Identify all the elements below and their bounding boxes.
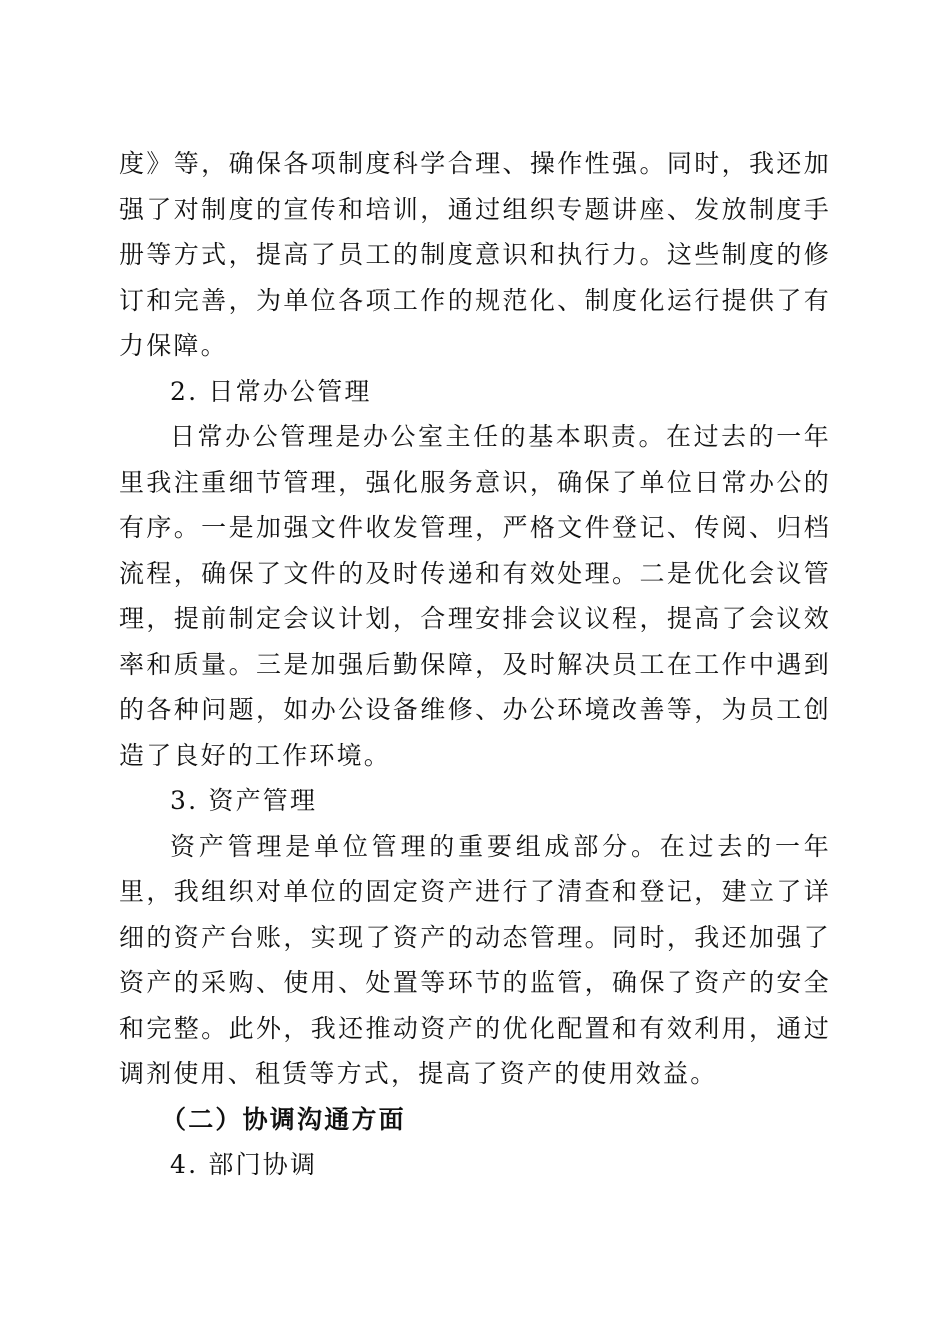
paragraph-asset-management: 资产管理是单位管理的重要组成部分。在过去的一年里，我组织对单位的固定资产进行了清查和登记，建立了详细的资产台账，实现了资产的动态管理。同时，我还加强了资产的采购、使用、处置等环节的监管，确保了资产的安全和完整。此外，我还推动资产的优化配置和有效利用，通过调剂使用、租赁等方式，提高了资产的使用效益。 bbox=[119, 831, 831, 1088]
paragraph-system-revision: 度》等，确保各项制度科学合理、操作性强。同时，我还加强了对制度的宣传和培训，通过组织专题讲座、发放制度手册等方式，提高了员工的制度意识和执行力。这些制度的修订和完善，为单位各项工作的规范化、制度化运行提供了有力保障。 bbox=[119, 149, 831, 360]
heading-asset-management: 3. 资产管理 bbox=[170, 786, 318, 815]
heading-daily-office-management: 2. 日常办公管理 bbox=[170, 376, 372, 406]
document-body bbox=[119, 141, 831, 1188]
heading-department-coordination: 4. 部门协调 bbox=[170, 1150, 318, 1179]
section-heading-coordination: （二）协调沟通方面 bbox=[161, 1104, 406, 1134]
paragraph-daily-office-management: 日常办公管理是办公室主任的基本职责。在过去的一年里我注重细节管理，强化服务意识，确保了单位日常办公的有序。一是加强文件收发管理，严格文件登记、传阅、归档流程，确保了文件的及时传递和有效处理。二是优化会议管理，提前制定会议计划，合理安排会议议程，提高了会议效率和质量。三是加强后勤保障，及时解决员工在工作中遇到的各种问题，如办公设备维修、办公环境改善等，为员工创造了良好的工作环境。 bbox=[119, 422, 831, 770]
